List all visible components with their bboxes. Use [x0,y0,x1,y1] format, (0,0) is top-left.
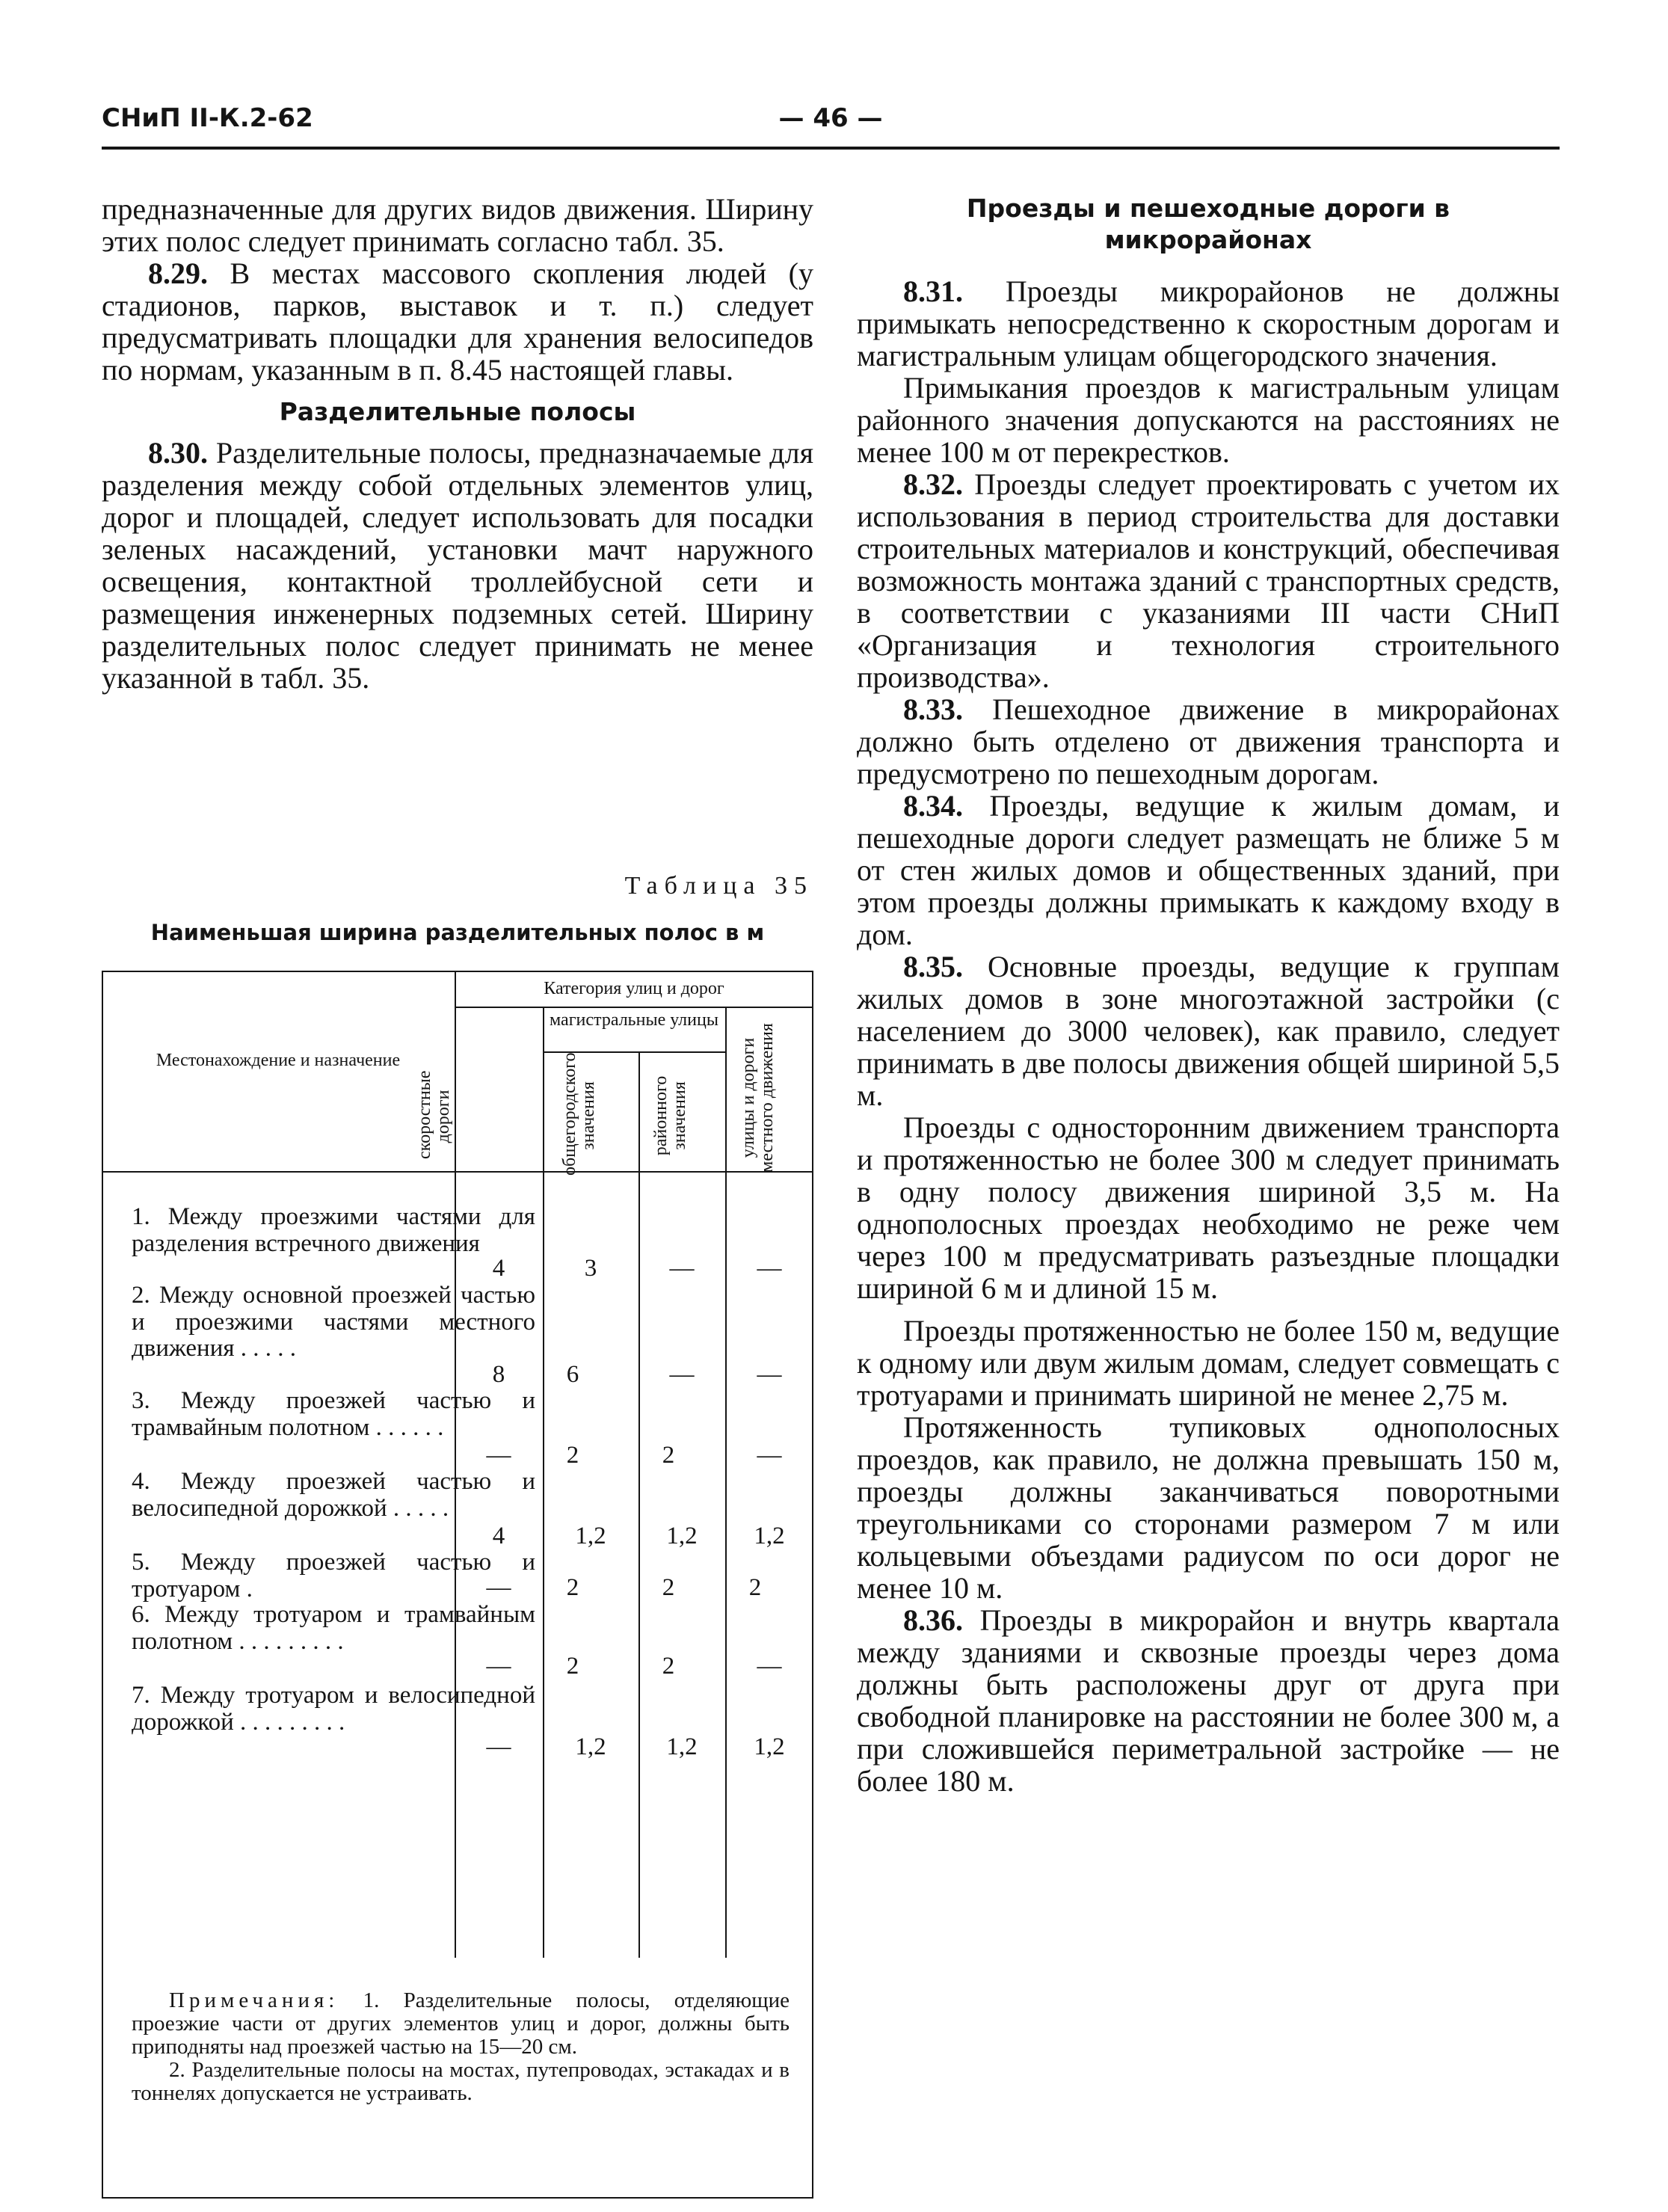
table-cell: — [486,1733,511,1760]
table-label: Таблица 35 [624,872,813,900]
note-2: 2. Разделительные полосы на мостах, путепроводах, эстакадах и в тоннелях допускается не устраивать. [132,2058,790,2105]
header-rule [102,147,1560,150]
table-cell: 1,2 [754,1523,785,1549]
table-cell: — [757,1442,782,1469]
table-cell: 6 [566,1361,579,1388]
clause-text: Проезды, ведущие к жилым домам, и пешеходные дороги следует размещать не ближе 5 м от стен жилых домов и общественных зданий, при этом проезды должны примыкать к каждому входу в дом. [857,789,1560,951]
col-location-header: Местонахождение и назначение [156,1051,401,1070]
table-notes [132,1989,790,2105]
table-cell: 2 [662,1653,675,1680]
clause-text: Основные проезды, ведущие к группам жилых домов в зоне многоэтажной застройки (с населением до 3000 человек), как правило, следует принимать в две полосы движения общей шириной 5,5 м. [857,950,1560,1112]
table-cell: — [669,1255,695,1282]
table-cell: — [486,1442,511,1469]
clause-text: Проезды следует проектировать с учетом их использования в период строительства для доставки строительных материалов и конструкций, обеспечивая возможность монтажа зданий с транспортных средств, в соответствии с указаниями III части СНиП «Организация и технология строительного производства». [857,467,1560,694]
table-row-label: 1. Между проезжими частями для разделения встречного движения [132,1203,535,1257]
col-local-header: улицы и дороги местного движения [739,1023,777,1173]
table-cell: 4 [492,1523,505,1549]
paragraph-8-33 [857,693,1560,790]
table-top-line [102,971,813,972]
page-number: — 46 — [778,103,883,133]
clause-text: Разделительные полосы, предназначаемые для разделения между собой отдельных элементов улиц, дорог и площадей, следует использовать для посадки зеленых насаждений, установки мачт наружного освещения, контактной троллейбусной сети и размещения инженерных подземных сетей. Ширину разделительных полос следует принимать не менее указанной в табл. 35. [102,436,813,695]
table-cell: 3 [584,1255,597,1282]
paragraph-8-32 [857,468,1560,693]
col-citywide-header: общегородского значения [560,1052,598,1176]
paragraph: Проезды с односторонним движением транспорта и протяженностью не более 300 м следует принимать в одну полосу движения шириной 3,5 м. На однополосных проездах необходимо не реже чем через 100 м предусматривать разъездные площадки шириной 6 м и длиной 15 м. [857,1110,1560,1305]
col-divider [638,1051,640,1958]
clause-number: 8.33. [903,692,963,726]
clause-number: 8.30. [148,436,208,470]
notes-title: Примечания: [169,1988,339,2012]
paragraph-8-30 [102,437,813,694]
clause-text: Проезды микрорайонов не должны примыкать непосредственно к скоростным дорогам и магистральным улицам общегородского значения. [857,274,1560,372]
left-column [102,193,813,2212]
table-row-label: 3. Между проезжей частью и трамвайным полотном . . . . . . [132,1387,535,1441]
clause-text: Проезды в микрорайон и внутрь квартала между зданиями и сквозные проезды через дома должны быть расположены друг от друга при свободной планировке на расстоянии не более 300 м, а при сложившейся периметральной застройке — не более 180 м. [857,1603,1560,1798]
table-cell: — [757,1361,782,1388]
clause-number: 8.31. [903,274,963,308]
col-main-header: магистральные улицы [550,1010,718,1030]
paragraph: Протяженность тупиковых однополосных проездов, как правило, не должна превышать 150 м, проезды должны заканчиваться поворотными треугольниками со сторонами размером 7 м или кольцевыми объездами радиусом по оси дорог не менее 10 м. [857,1410,1560,1605]
col-divider [725,1007,727,1958]
clause-number: 8.36. [903,1603,963,1637]
table-cell: 1,2 [754,1733,785,1760]
paragraph-8-34 [857,790,1560,950]
table-cell: 2 [566,1574,579,1601]
table-cell: 2 [566,1653,579,1680]
category-divider [455,1007,813,1008]
col-divider [543,1007,544,1958]
table-cell: 1,2 [575,1523,606,1549]
clause-number: 8.32. [903,467,963,501]
page-header [102,103,1560,148]
clause-number: 8.34. [903,789,963,823]
table-row-label: 7. Между тротуаром и велосипедной дорожкой . . . . . . . . . [132,1682,535,1736]
table-cell: 2 [662,1574,675,1601]
col-category-header: Категория улиц и дорог [544,979,724,998]
section-heading-microdistricts: Проезды и пешеходные дороги в микрорайонах [966,194,1450,254]
table-cell: — [757,1255,782,1282]
paragraph-8-31 [857,275,1560,372]
paragraph-continued: предназначенные для других видов движения. Ширину этих полос следует принимать согласно табл. 35. [102,192,813,258]
paragraph-8-29 [102,257,813,386]
col-district-header: районного значения [651,1075,689,1156]
right-column [857,193,1560,1797]
clause-number: 8.35. [903,950,963,983]
table-cell: 2 [748,1574,762,1601]
table-cell: 1,2 [666,1733,698,1760]
table-cell: 4 [492,1255,505,1282]
table-cell: 1,2 [666,1523,698,1549]
table-cell: 1,2 [575,1733,606,1760]
table-cell: — [757,1653,782,1680]
table-cell: — [486,1653,511,1680]
table-caption: Наименьшая ширина разделительных полос в м [150,920,765,945]
table-row-label: 4. Между проезжей частью и велосипедной дорожкой . . . . . [132,1468,535,1522]
table-row-label: 5. Между проезжей частью и тротуаром . [132,1549,535,1603]
document-code: СНиП II-К.2-62 [102,103,313,133]
note-text: 1. Разделительные полосы, отделяющие проезжие части от других элементов улиц и дорог, должны быть приподняты над проезжей частью на 15—20 см. [132,1988,790,2059]
col-express-header: скоростные дороги [415,1070,453,1159]
clause-text: Пешеходное движение в микрорайонах должно быть отделено от движения транспорта и предусмотрено по пешеходным дорогам. [857,692,1560,790]
clause-number: 8.29. [148,256,208,290]
table-row-label: 2. Между основной проезжей частью и проезжими частями местного движения . . . . . [132,1282,535,1362]
table-cell: — [669,1361,695,1388]
table-35 [102,971,813,2199]
table-cell: 2 [662,1442,675,1469]
section-heading-dividers: Разделительные полосы [279,397,636,426]
note-1 [132,1989,790,2059]
paragraph-8-35 [857,950,1560,1111]
paragraph: Проезды протяженностью не более 150 м, ведущие к одному или двум жилым домам, следует совмещать с тротуарами и принимать шириной не менее 2,75 м. [857,1314,1560,1412]
table-cell: 2 [566,1442,579,1469]
table-row-label: 6. Между тротуаром и трамвайным полотном . . . . . . . . . [132,1601,535,1655]
table-cell: — [486,1574,511,1601]
paragraph: Примыкания проездов к магистральным улицам районного значения допускаются на расстояниях не менее 100 м от перекрестков. [857,371,1560,469]
table-cell: 8 [492,1361,505,1388]
clause-text: В местах массового скопления людей (у стадионов, парков, выставок и т. п.) следует предусматривать площадки для хранения велосипедов по нормам, указанным в п. 8.45 настоящей главы. [102,256,813,387]
paragraph-8-36 [857,1604,1560,1797]
